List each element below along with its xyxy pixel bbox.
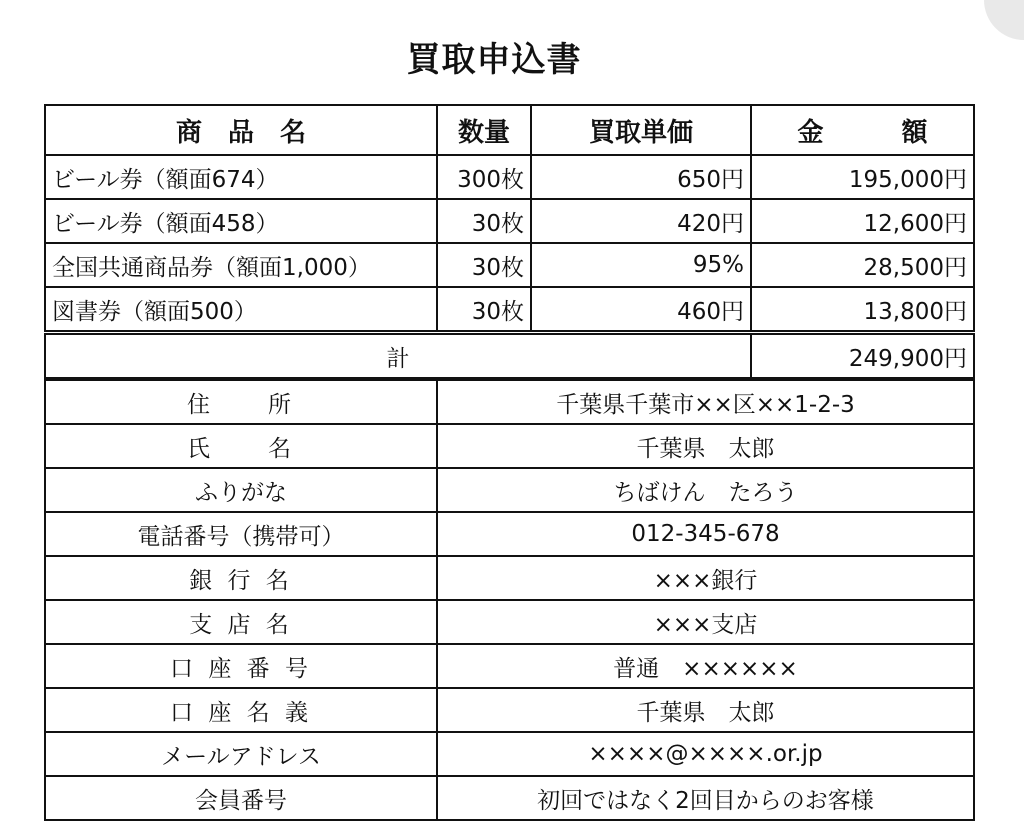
info-label: メールアドレス	[45, 732, 437, 776]
item-unit-price: 650円	[531, 155, 751, 199]
item-quantity: 300枚	[437, 155, 531, 199]
info-value: 初回ではなく2回目からのお客様	[437, 776, 974, 820]
info-value: 千葉県千葉市××区××1-2-3	[437, 379, 974, 424]
info-row-account-holder	[45, 688, 974, 732]
info-row-bank	[45, 556, 974, 600]
info-label: 氏 名	[45, 424, 437, 468]
info-value: 千葉県 太郎	[437, 424, 974, 468]
info-row-branch	[45, 600, 974, 644]
purchase-application-table	[44, 104, 975, 821]
item-row	[45, 199, 974, 243]
item-name: ビール券（額面674）	[45, 155, 437, 199]
item-row	[45, 287, 974, 333]
header-quantity: 数量	[437, 105, 531, 155]
item-name: ビール券（額面458）	[45, 199, 437, 243]
info-value: ちばけん たろう	[437, 468, 974, 512]
info-row-name	[45, 424, 974, 468]
info-label: 会員番号	[45, 776, 437, 820]
item-row	[45, 155, 974, 199]
header-unit-price: 買取単価	[531, 105, 751, 155]
item-unit-price: 95%	[531, 243, 751, 287]
item-quantity: 30枚	[437, 243, 531, 287]
info-row-member-number	[45, 776, 974, 820]
page-title: 買取申込書	[406, 40, 582, 80]
item-quantity: 30枚	[437, 199, 531, 243]
info-value: 千葉県 太郎	[437, 688, 974, 732]
info-label: 住 所	[45, 379, 437, 424]
item-name: 図書券（額面500）	[45, 287, 437, 333]
header-row	[45, 105, 974, 155]
info-row-furigana	[45, 468, 974, 512]
item-unit-price: 420円	[531, 199, 751, 243]
item-name: 全国共通商品券（額面1,000）	[45, 243, 437, 287]
total-row	[45, 333, 974, 380]
info-row-phone	[45, 512, 974, 556]
info-label: 電話番号（携帯可）	[45, 512, 437, 556]
info-value: ××××@××××.or.jp	[437, 732, 974, 776]
info-row-email	[45, 732, 974, 776]
info-value: ×××支店	[437, 600, 974, 644]
info-label: ふりがな	[45, 468, 437, 512]
header-amount: 金 額	[751, 105, 974, 155]
info-value: ×××銀行	[437, 556, 974, 600]
item-amount: 13,800円	[751, 287, 974, 333]
info-row-address	[45, 379, 974, 424]
item-amount: 28,500円	[751, 243, 974, 287]
header-product: 商 品 名	[45, 105, 437, 155]
info-label: 口 座 番 号	[45, 644, 437, 688]
window-corner	[984, 0, 1024, 40]
item-amount: 195,000円	[751, 155, 974, 199]
item-quantity: 30枚	[437, 287, 531, 333]
total-label: 計	[45, 333, 751, 380]
total-amount: 249,900円	[751, 333, 974, 380]
info-label: 銀 行 名	[45, 556, 437, 600]
info-label: 口 座 名 義	[45, 688, 437, 732]
info-value: 012-345-678	[437, 512, 974, 556]
info-label: 支 店 名	[45, 600, 437, 644]
info-row-account-number	[45, 644, 974, 688]
info-value: 普通 ××××××	[437, 644, 974, 688]
item-amount: 12,600円	[751, 199, 974, 243]
item-unit-price: 460円	[531, 287, 751, 333]
item-row	[45, 243, 974, 287]
